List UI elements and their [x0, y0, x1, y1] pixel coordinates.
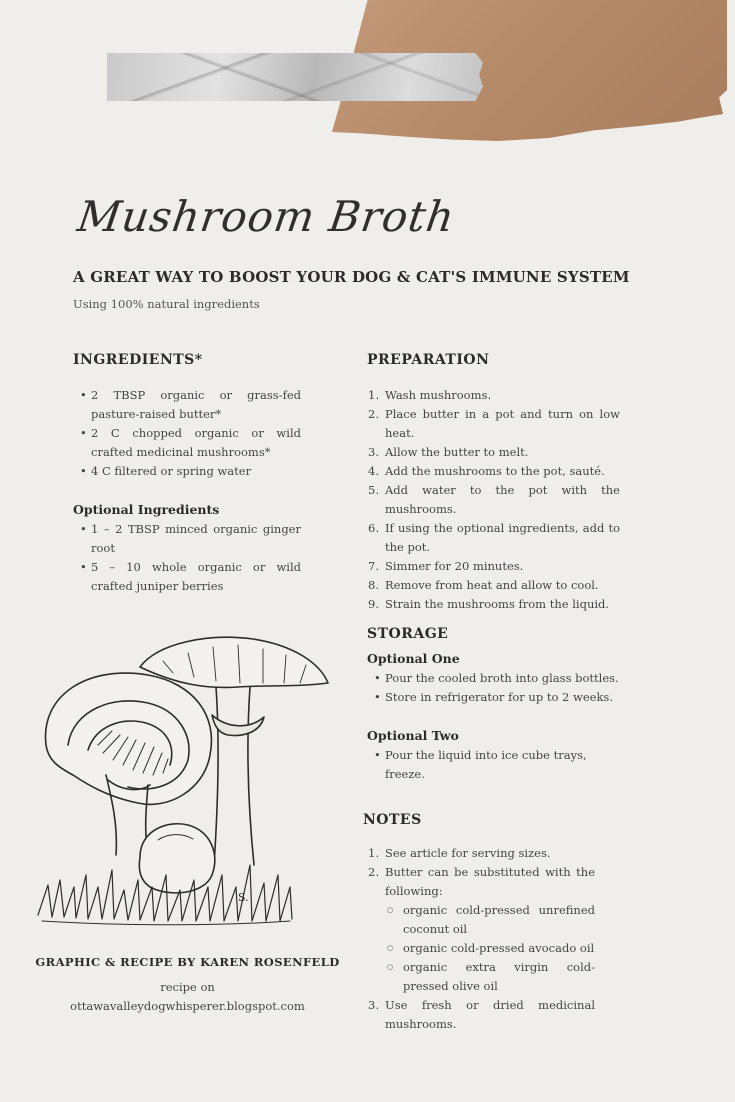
notes-heading: NOTES	[363, 812, 422, 828]
storage-heading: STORAGE	[367, 626, 449, 642]
note-item	[368, 863, 595, 996]
storage-option-two-heading: Optional Two	[367, 728, 459, 743]
mushroom-illustration	[28, 625, 348, 935]
note-subitem: ○ organic extra virgin cold-pressed olive oil	[385, 958, 595, 996]
note-subitem: ○ organic cold-pressed avocado oil	[385, 939, 595, 958]
optional-ingredients-list	[73, 520, 301, 596]
preparation-step: Remove from heat and allow to cool.	[385, 578, 599, 592]
optional-ingredient-item: • 1 – 2 TBSP minced organic ginger root	[73, 520, 301, 558]
note-subitem: ○ organic cold-pressed unrefined coconut oil	[385, 901, 595, 939]
note-item: See article for serving sizes.	[385, 846, 551, 860]
preparation-step: Add water to the pot with the mushrooms.	[385, 483, 620, 516]
ingredient-item: • 4 C filtered or spring water	[73, 462, 301, 481]
credit-website-link[interactable]: ottawavalleydogwhisperer.blogspot.com	[70, 999, 305, 1013]
storage-item: • Store in refrigerator for up to 2 weeks.	[367, 688, 627, 707]
ingredient-item: • 2 C chopped organic or wild crafted medicinal mushrooms*	[73, 424, 301, 462]
storage-option-one-heading: Optional One	[367, 651, 460, 666]
storage-item: • Pour the cooled broth into glass bottles.	[367, 669, 627, 688]
credit-line: GRAPHIC & RECIPE BY KAREN ROSENFELD	[35, 955, 340, 969]
ingredients-heading: INGREDIENTS*	[73, 352, 203, 368]
headline: A GREAT WAY TO BOOST YOUR DOG & CAT'S IMMUNE SYSTEM	[73, 268, 630, 286]
storage-option-two-list	[367, 746, 627, 784]
ingredient-item: • 2 TBSP organic or grass-fed pasture-raised butter*	[73, 386, 301, 424]
note-text: Butter can be substituted with the following:	[385, 865, 595, 898]
storage-item: • Pour the liquid into ice cube trays, freeze.	[367, 746, 627, 784]
optional-ingredients-heading: Optional Ingredients	[73, 502, 220, 517]
notes-list	[368, 844, 595, 1034]
ingredients-list	[73, 386, 301, 481]
preparation-step: Place butter in a pot and turn on low heat.	[385, 407, 620, 440]
marble-tape-strip	[107, 53, 483, 101]
note-item: Use fresh or dried medicinal mushrooms.	[385, 998, 595, 1031]
credit-recipe-on: recipe on	[160, 980, 215, 994]
mushroom-stem-right	[214, 687, 254, 865]
preparation-step: Wash mushrooms.	[385, 388, 492, 402]
note-sublist	[385, 901, 595, 996]
storage-option-one-list	[367, 669, 627, 707]
optional-ingredient-item: • 5 – 10 whole organic or wild crafted juniper berries	[73, 558, 301, 596]
illustration-signature: S.	[238, 891, 249, 904]
preparation-heading: PREPARATION	[367, 352, 490, 368]
preparation-step: Strain the mushrooms from the liquid.	[385, 597, 610, 611]
subline: Using 100% natural ingredients	[73, 297, 260, 311]
page-title: Mushroom Broth	[74, 192, 459, 241]
mushroom-cap-left	[45, 673, 211, 804]
preparation-step: Simmer for 20 minutes.	[385, 559, 524, 573]
preparation-step: Allow the butter to melt.	[385, 445, 529, 459]
preparation-step: If using the optional ingredients, add to the pot.	[385, 521, 620, 554]
preparation-step: Add the mushrooms to the pot, sauté.	[385, 464, 605, 478]
preparation-steps	[368, 386, 620, 614]
